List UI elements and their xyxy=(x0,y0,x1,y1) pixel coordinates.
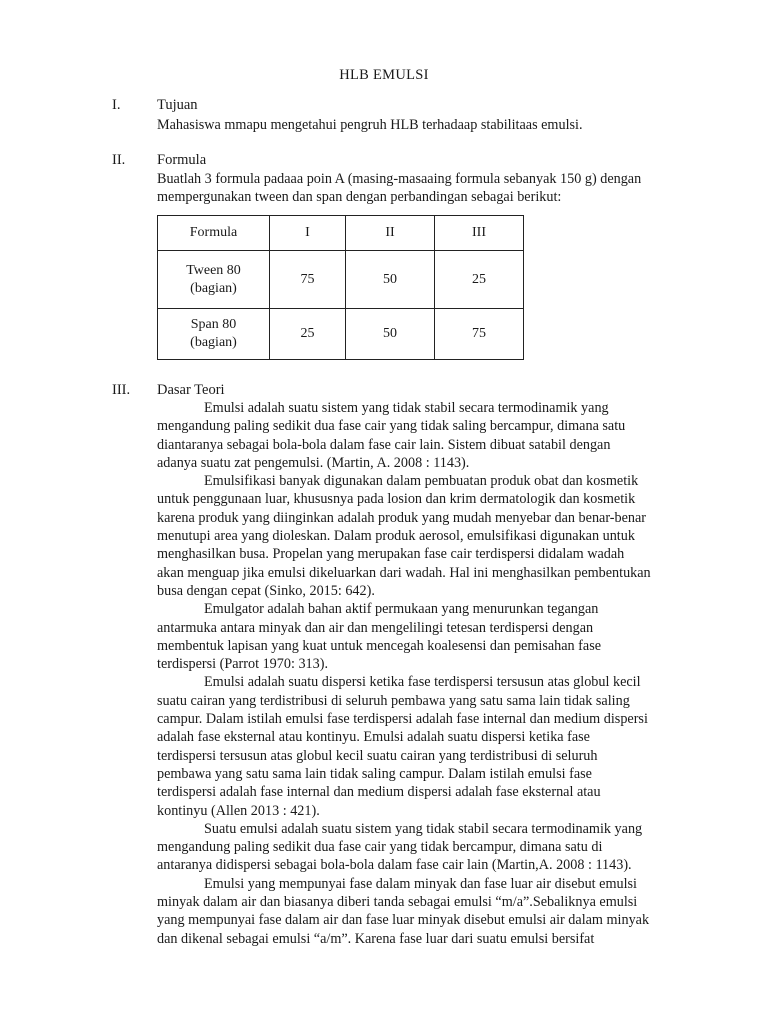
text-line: suatu cairan yang terdistribusi di seluruh pembawa yang satu sama lain tidak saling xyxy=(157,692,630,709)
section-1-number: I. xyxy=(112,97,121,113)
table-header-row xyxy=(158,216,524,251)
table-cell: 50 xyxy=(346,251,435,309)
text-line: dan dikenal sebagai emulsi “a/m”. Karena fase luar dari suatu emulsi bersifat xyxy=(157,930,595,947)
table-row xyxy=(158,251,524,309)
table-row xyxy=(158,309,524,360)
table-row-label xyxy=(158,251,270,309)
section-3-body xyxy=(157,399,697,948)
table-header-cell: II xyxy=(346,216,435,251)
text-line: diantaranya sebagai bola-bola dalam fase cair lain. Sistem dibuat satabil dengan xyxy=(157,436,611,453)
text-line: Buatlah 3 formula padaaa poin A (masing-masaaing formula sebanyak 150 g) dengan xyxy=(157,171,642,187)
section-3-number: III. xyxy=(112,382,131,398)
text-line: pembawa yang satu sama lain tidak saling campur. Dalam istilah emulsi fase xyxy=(157,765,592,782)
text-line: mengandung paling sedikit dua fase cair yang tidak saling bercampur, dimana satu xyxy=(157,418,626,435)
text-line: untuk penggunaan luar, khususnya pada losion dan krim dermatologik dan kosmetik xyxy=(157,491,636,508)
text-line: menghasilkan busa. Propelan yang merupakan fase cair terdispersi didalam wadah xyxy=(157,546,625,563)
paragraph-first-line: Emulsifikasi banyak digunakan dalam pembuatan produk obat dan kosmetik xyxy=(204,473,639,490)
section-2-number: II. xyxy=(112,152,126,168)
text-line: mengandung paling sedikit dua fase cair yang tidak bercampur, dimana satu di xyxy=(157,839,603,856)
text-line: antarmuka antara minyak dan air dan mengelilingi tetesan terdispersi dengan xyxy=(157,619,594,636)
text-line: minyak dalam air dan biasanya diberi tanda sebagai emulsi “m/a”.Sebaliknya emulsi xyxy=(157,894,638,911)
text-line: yang mempunyai fase dalam air dan fase luar minyak disebut emulsi air dalam minyak xyxy=(157,912,650,929)
row-label-line: (bagian) xyxy=(190,335,237,350)
table-header-cell: III xyxy=(435,216,524,251)
table-cell: 50 xyxy=(346,309,435,360)
text-line: antaranya didispersi sebagai bola-bola dalam fase cair lain (Martin,A. 2008 : 1143). xyxy=(157,857,632,874)
table-cell: 75 xyxy=(270,251,346,309)
row-label-line: (bagian) xyxy=(190,280,237,296)
paragraph-first-line: Emulsi adalah suatu dispersi ketika fase terdispersi tersusun atas globul kecil xyxy=(204,674,641,691)
text-line: karena produk yang diinginkan adalah produk yang mudah menyebar dan benar-benar xyxy=(157,509,647,526)
text-line: terdispersi tersusun atas globul kecil suatu cairan yang terdistribusi di seluruh xyxy=(157,747,598,764)
text-line: terdispersi (Parrot 1970: 313). xyxy=(157,656,329,673)
paragraph-first-line: Emulgator adalah bahan aktif permukaan yang menurunkan tegangan xyxy=(204,601,599,618)
section-1-heading: Tujuan xyxy=(157,97,198,113)
text-line: mempergunakan tween dan span dengan perbandingan sebagai berikut: xyxy=(157,189,562,206)
table-cell: 25 xyxy=(435,251,524,309)
text-line: adanya suatu zat pengemulsi. (Martin, A. 2008 : 1143). xyxy=(157,454,470,471)
text-line: menutupi area yang dioleskan. Dalam produk aerosol, emulsifikasi digunakan untuk xyxy=(157,528,635,545)
text-line: terdispersi adalah fase internal dan medium dispersi adalah fase eksternal atau xyxy=(157,784,601,801)
row-label-line: Span 80 xyxy=(190,317,237,332)
table-row-label xyxy=(158,309,270,360)
table-cell: 25 xyxy=(270,309,346,360)
document-title: HLB EMULSI xyxy=(339,67,429,83)
row-label-line: Tween 80 xyxy=(186,262,241,278)
section-2-body xyxy=(157,170,697,207)
text-line: akan menguap jika emulsi dikeluarkan dari wadah. Hal ini menghasilkan pembentukan xyxy=(157,564,651,581)
text-line: membentuk lapisan yang kuat untuk mencegah koalesensi dan pemisahan fase xyxy=(157,637,602,654)
section-1-body xyxy=(157,116,697,134)
text-line: busa dengan cepat (Sinko, 2015: 642). xyxy=(157,582,375,599)
table-cell: 75 xyxy=(435,309,524,360)
paragraph-first-line: Emulsi yang mempunyai fase dalam minyak dan fase luar air disebut emulsi xyxy=(204,875,637,892)
section-2-heading: Formula xyxy=(157,152,207,168)
text-line: Mahasiswa mmapu mengetahui pengruh HLB terhadaap stabilitaas emulsi. xyxy=(157,117,583,133)
table-header-cell: Formula xyxy=(158,216,270,251)
section-3-heading: Dasar Teori xyxy=(157,382,225,398)
paragraph-first-line: Emulsi adalah suatu sistem yang tidak stabil secara termodinamik yang xyxy=(204,400,609,416)
formula-table xyxy=(157,215,524,360)
text-line: kontinyu (Allen 2013 : 421). xyxy=(157,802,320,819)
paragraph-first-line: Suatu emulsi adalah suatu sistem yang tidak stabil secara termodinamik yang xyxy=(204,820,643,837)
table-header-cell: I xyxy=(270,216,346,251)
text-line: campur. Dalam istilah emulsi fase terdispersi adalah fase internal dan medium dispersi xyxy=(157,711,648,728)
text-line: adalah fase eksternal atau kontinyu. Emulsi adalah suatu dispersi ketika fase xyxy=(157,729,590,746)
